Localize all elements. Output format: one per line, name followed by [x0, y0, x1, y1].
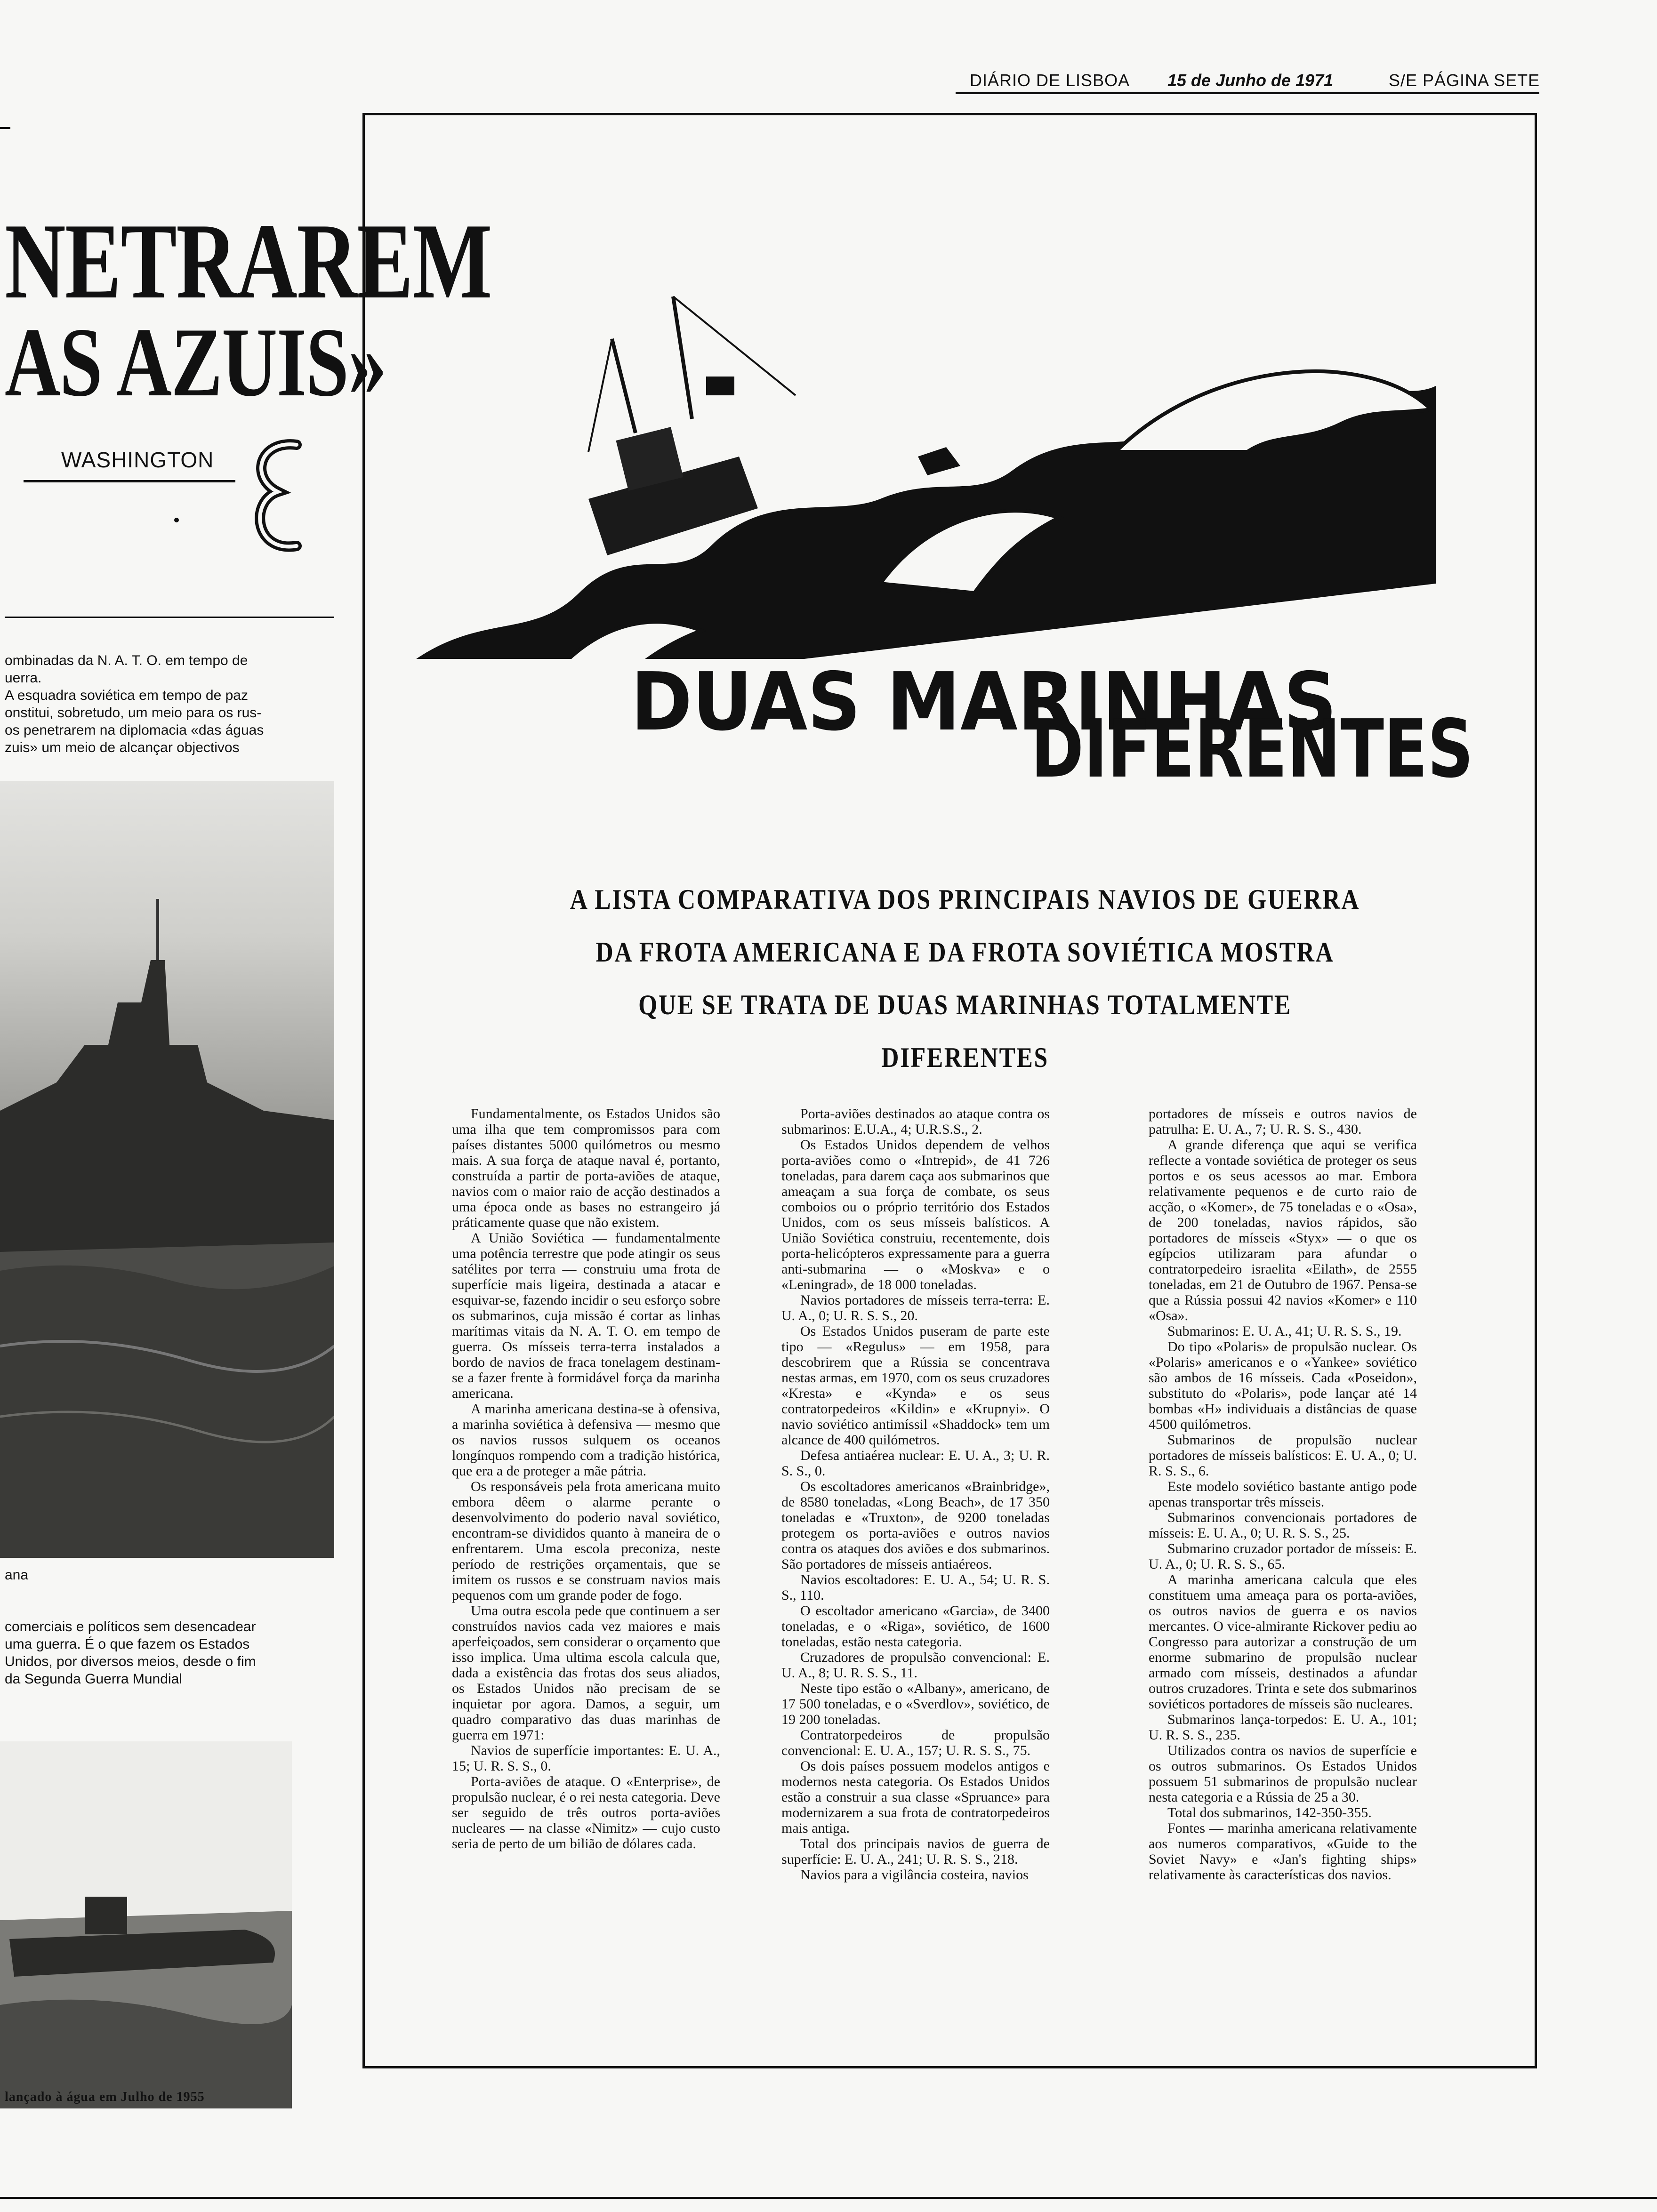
- paragraph: Este modelo soviético bastante antigo pode apenas transportar três mísseis.: [1149, 1479, 1417, 1510]
- warship-photo-art: [0, 781, 334, 1558]
- article-column-2: [781, 1106, 1050, 1883]
- paragraph: A marinha americana destina-se à ofensiva, a marinha soviética à defensiva — mesmo que os navios russos sulquem os oceanos longínquos rompendo com a tradição histórica, que era a de proteger a mãe pátria.: [452, 1401, 720, 1479]
- lead-line: zuis» um meio de alcançar objectivos: [5, 740, 240, 755]
- paragraph: Os dois países possuem modelos antigos e modernos nesta categoria. Os Estados Unidos estão a construir a sua classe «Spruance» para modernizarem a sua frota de contratorpedeiros mais antiga.: [781, 1758, 1050, 1836]
- page-bottom-rule: [0, 2197, 1657, 2199]
- paragraph: Fundamentalmente, os Estados Unidos são uma ilha que tem compromissos para com países distantes 5000 quilómetros ou mesmo mais. A sua força de ataque naval é, portanto, construída a partir de porta-aviões de ataque, navios com o maior raio de acção destinados a uma época onde as bases no estrangeiro já práticamente quase que não existem.: [452, 1106, 720, 1230]
- paragraph: Cruzadores de propulsão convencional: E. U. A., 8; U. R. S. S., 11.: [781, 1650, 1050, 1681]
- masthead: DIÁRIO DE LISBOA: [970, 71, 1130, 90]
- paragraph: Navios escoltadores: E. U. A., 54; U. R. S. S., 110.: [781, 1572, 1050, 1603]
- paragraph: Navios para a vigilância costeira, navios: [800, 1867, 1029, 1883]
- paragraph: Uma outra escola pede que continuem a ser construídos navios cada vez maiores e mais aperfeiçoados, sem considerar o orçamento que isso implica. Uma ultima escola calcula que, dada a existência das frotas dos seus aliados, os Estados Unidos não precisam de se inquietar por agora. Damos, a seguir, um quadro comparativo das duas marinhas de guerra em 1971:: [452, 1603, 720, 1743]
- dek-line: A LISTA COMPARATIVA DOS PRINCIPAIS NAVIOS DE GUERRA: [570, 884, 1360, 915]
- paragraph: Neste tipo estão o «Albany», americano, de 17 500 toneladas, e o «Sverdlov», soviético, de 19 200 toneladas.: [781, 1681, 1050, 1727]
- paragraph: A marinha americana calcula que eles constituem uma ameaça para os porta-aviões, os outros navios de guerra e os navios mercantes. O vice-almirante Rickover pediu ao Congresso para autorizar a construção de um enorme submarino de propulsão nuclear armado com mísseis, destinados a afundar outros cruzadores. Trinta e sete dos submarinos soviéticos portadores de mísseis são nucleares.: [1149, 1572, 1417, 1712]
- paragraph: Submarino cruzador portador de mísseis: E. U. A., 0; U. R. S. S., 65.: [1149, 1541, 1417, 1572]
- warship-photo: [0, 781, 334, 1558]
- dek-line: DA FROTA AMERICANA E DA FROTA SOVIÉTICA MOSTRA: [595, 937, 1335, 968]
- paragraph: Os escoltadores americanos «Brainbridge», de 8580 toneladas, «Long Beach», de 17 350 toneladas e «Truxton», de 9200 toneladas protegem os porta-aviões e outros navios contra os ataques dos aviões e dos submarinos. São portadores de mísseis antiaéreos.: [781, 1479, 1050, 1572]
- left-top-mark: [0, 127, 10, 129]
- lead-line: os penetrarem na diplomacia «das águas: [5, 722, 264, 738]
- paragraph: Submarinos de propulsão nuclear portadores de mísseis balísticos: E. U. A., 0; U. R. S. S., 6.: [1149, 1432, 1417, 1479]
- dateline-rule: [24, 480, 235, 482]
- article-column-3: [1149, 1106, 1417, 1883]
- paragraph: Os Estados Unidos puseram de parte este tipo — «Regulus» — em 1958, para descobrirem que a Rússia se concentrava nestas armas, em 1970, com os seus cruzadores «Kresta» e «Kynda» e os seus contratorpedeiros «Kildin» e «Krupnyi». O navio soviético antimíssil «Shaddock» tem um alcance de 400 quilómetros.: [781, 1323, 1050, 1448]
- paragraph: Defesa antiaérea nuclear: E. U. A., 3; U. R. S. S., 0.: [781, 1448, 1050, 1479]
- paragraph: portadores de mísseis e outros navios de patrulha: E. U. A., 7; U. R. S. S., 430.: [1149, 1106, 1417, 1137]
- lead-line: uerra.: [5, 670, 42, 686]
- submarine-photo: [0, 1741, 292, 2108]
- lower-line: comerciais e políticos sem desencadear: [5, 1619, 256, 1635]
- paragraph: Porta-aviões de ataque. O «Enterprise», de propulsão nuclear, é o rei nesta categoria. Deve ser seguido de três outros porta-aviões nucleares — na classe «Nimitz» — cujo custo seria de perto de um bilião de dólares cada.: [452, 1774, 720, 1851]
- paragraph: Contratorpedeiros de propulsão convencional: E. U. A., 157; U. R. S. S., 75.: [781, 1727, 1050, 1758]
- paragraph: Os responsáveis pela frota americana muito embora dêem o alarme perante o desenvolvimento do poderio naval soviético, encontram-se divididos quanto à maneira de o enfrentarem. Uma escola preconiza, neste período de restrições orçamentais, que se imitem os russos e se construam navios mais pequenos com um grande poder de fogo.: [452, 1479, 720, 1603]
- paragraph: Submarinos lança-torpedos: E. U. A., 101; U. R. S. S., 235.: [1149, 1712, 1417, 1743]
- dateline: WASHINGTON: [61, 448, 214, 472]
- art-title-line1: DUAS MARINHAS: [631, 656, 1337, 749]
- paragraph: Os Estados Unidos dependem de velhos porta-aviões como o «Intrepid», de 41 726 toneladas, para darem caça aos submarinos que ameaçam a sua força de combate, os seus comboios ou o próprio território dos Estados Unidos, com os seus mísseis balísticos. A União Soviética construiu, recentemente, dois porta-helicópteros expressamente para a guerra anti-submarina — o «Moskva» e o «Leningrad», de 18 000 toneladas.: [781, 1137, 1050, 1292]
- issue-date: 15 de Junho de 1971: [1167, 71, 1334, 90]
- paragraph: Porta-aviões destinados ao ataque contra os submarinos: E.U.A., 4; U.R.S.S., 2.: [781, 1106, 1050, 1137]
- lower-line: da Segunda Guerra Mundial: [5, 1671, 182, 1687]
- paragraph: Total dos principais navios de guerra de superfície: E. U. A., 241; U. R. S. S., 218.: [781, 1836, 1050, 1867]
- left-headline-line1: NETRAREM: [5, 201, 492, 321]
- paragraph: A grande diferença que aqui se verifica reflecte a vontade soviética de proteger os seus portos e os seus acessos ao mar. Embora relativamente pequenos e de curto raio de acção, o «Komer», de 75 toneladas e o «Osa», de 200 toneladas, navios rápidos, são portadores de mísseis «Styx» — o que os egípcios utilizaram para afundar o contratorpedeiro israelita «Eilath», de 2555 toneladas, em 21 de Outubro de 1967. Pensa-se que a Rússia possui 42 navios «Komer» e 110 «Osa».: [1149, 1137, 1417, 1323]
- lead-line: onstitui, sobretudo, um meio para os rus-: [5, 705, 262, 721]
- art-title-line2: DIFERENTES: [1031, 703, 1473, 781]
- left-headline-line2: AS AZUIS»: [5, 308, 386, 417]
- paragraph: Submarinos: E. U. A., 41; U. R. S. S., 19.: [1167, 1323, 1402, 1339]
- paragraph: Do tipo «Polaris» de propulsão nuclear. Os «Polaris» americanos e o «Yankee» soviético são ambos de 16 mísseis. Cada «Poseidon», substituto do «Polaris», pode lançar até 14 bombas «H» individuais a distâncias de quase 4500 quilómetros.: [1149, 1339, 1417, 1432]
- left-lead-text: [5, 652, 334, 756]
- page-label: S/E PÁGINA SETE: [1389, 71, 1540, 90]
- header-rule: [956, 92, 1539, 94]
- lower-line: Unidos, por diversos meios, desde o fim: [5, 1654, 256, 1669]
- lead-line: ombinadas da N. A. T. O. em tempo de: [5, 653, 248, 668]
- section-e-logo: [245, 435, 311, 558]
- paragraph: Utilizados contra os navios de superfície e os outros submarinos. Os Estados Unidos possuem 51 submarinos de propulsão nuclear nesta categoria e a Rússia de 25 a 30.: [1149, 1743, 1417, 1805]
- lead-rule: [5, 617, 334, 618]
- lead-line: A esquadra soviética em tempo de paz: [5, 688, 248, 703]
- stormy-sea-illustration: [410, 254, 1492, 781]
- paragraph: O escoltador americano «Garcia», de 3400 toneladas, e o «Riga», soviético, de 1600 toneladas, estão nesta categoria.: [781, 1603, 1050, 1650]
- article-dek: [560, 873, 1370, 1084]
- photo2-caption: lançado à água em Julho de 1955: [5, 2090, 205, 2104]
- left-lower-text: [5, 1618, 334, 1688]
- paragraph: A União Soviética — fundamentalmente uma potência terrestre que pode atingir os seus satélites por terra — construiu uma frota de superfície mais ligeira, destinada a atacar e esquivar-se, fazendo incidir o seu esforço sobre os submarinos, cuja missão é cortar as linhas marítimas vitais da N. A. T. O. em tempo de guerra. Os mísseis terra-terra instalados a bordo de navios de fraca tonelagem destinam-se a fazer frente à formidável força da marinha americana.: [452, 1230, 721, 1401]
- article-column-1: [452, 1106, 720, 1851]
- paragraph: Navios de superfície importantes: E. U. A., 15; U. R. S. S., 0.: [452, 1743, 720, 1774]
- bullet-dot: [174, 518, 179, 522]
- paragraph: Total dos submarinos, 142-350-355.: [1167, 1805, 1372, 1820]
- paragraph: Fontes — marinha americana relativamente aos numeros comparativos, «Guide to the Soviet Navy» e «Jan's fighting ships» relativamente às características dos navios.: [1149, 1820, 1417, 1883]
- paragraph: Navios portadores de mísseis terra-terra: E. U. A., 0; U. R. S. S., 20.: [781, 1292, 1050, 1323]
- photo-caption-fragment: ana: [5, 1567, 29, 1583]
- paragraph: Submarinos convencionais portadores de mísseis: E. U. A., 0; U. R. S. S., 25.: [1149, 1510, 1417, 1541]
- dek-line: QUE SE TRATA DE DUAS MARINHAS TOTALMENTE DIFERENTES: [638, 989, 1292, 1073]
- lower-line: uma guerra. É o que fazem os Estados: [5, 1636, 250, 1652]
- submarine-photo-art: [0, 1741, 292, 2108]
